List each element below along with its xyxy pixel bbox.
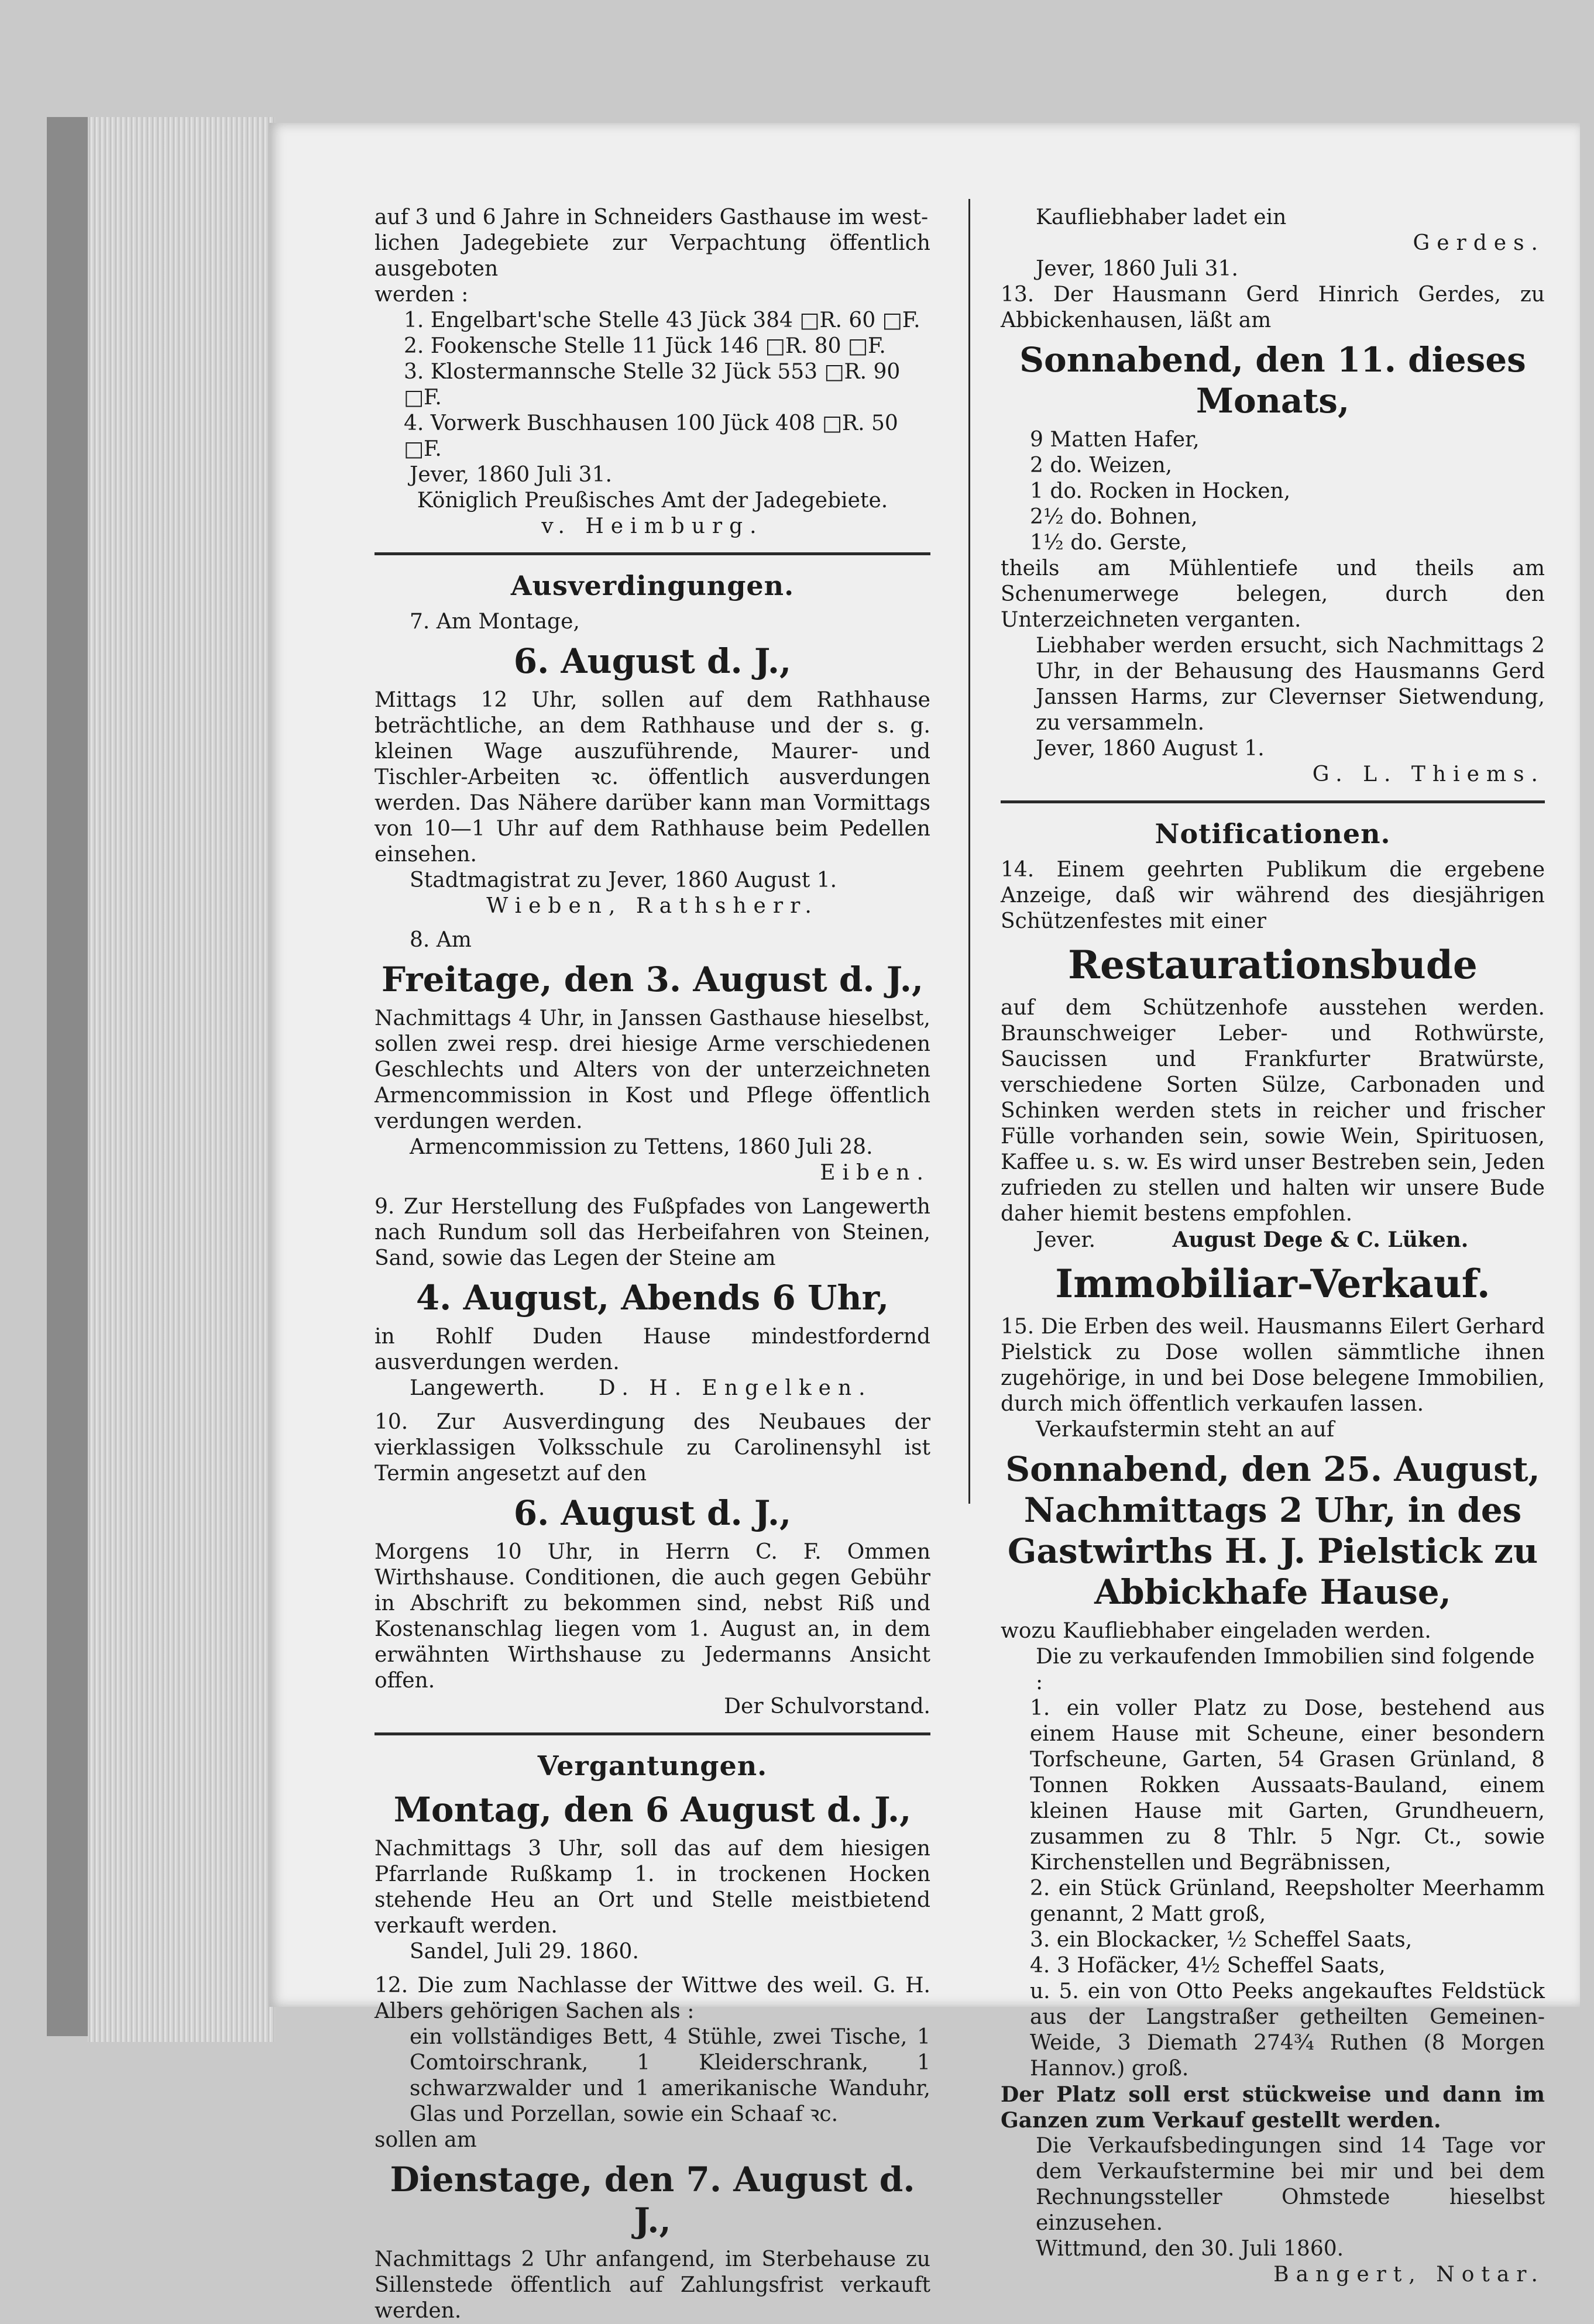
signature: August Dege & C. Lüken. [1172, 1228, 1469, 1252]
lease-notice [375, 205, 930, 539]
notice-body: auf dem Schützenhofe ausstehen werden. Braunschweiger Leber- und Rothwürste, Saucissen und Frankfurter Bratwürste, verschiedene Sorten Sülze, Carbonaden und Schinken werden stets in reicher und frischer Fülle vorhanden sein, sowie Wein, Spirituosen, Kaffee u. s. w. Es wird unser Bestreben sein, Jeden zufrieden zu stellen und halten wir unsere Bude daher hiemit bestens empfohlen. [1001, 996, 1545, 1226]
crop-item: 2½ do. Bohnen, [1030, 505, 1198, 529]
newspaper-page [269, 123, 1580, 2323]
notice-body: Nachmittags 3 Uhr, soll das auf dem hiesigen Pfarrlande Rußkamp 1. in trockenen Hocken stehende Heu an Ort und Stelle meistbietend verkauft werden. [375, 1837, 930, 1938]
lease-item: 2. Fookensche Stelle 11 Jück 146 □R. 80 □F. [404, 334, 886, 358]
lease-items [375, 308, 930, 462]
signature: v. Heimburg. [541, 514, 764, 538]
notice-body: Morgens 10 Uhr, in Herrn C. F. Ommen Wirthshause. Conditionen, die auch gegen Gebühr in Abschrift zu bekommen sind, nebst Riß und Kostenanschlag liegen vom 1. August an, in dem erwähnten Wirthshause zu Jedermanns Ansicht offen. [375, 1540, 930, 1693]
ausverdingungen-section [375, 568, 930, 1720]
notice-body: in Rohlf Duden Hause mindestfordernd ausverdungen werden. [375, 1325, 930, 1374]
immobiliar-section [1001, 1260, 1545, 2288]
place-label: Jever. [1036, 1228, 1096, 1252]
notice-headline: Dienstage, den 7. August d. J., [390, 2160, 915, 2240]
page-stack-edge [88, 117, 275, 2042]
authority: Königlich Preußisches Amt der Jadegebiete. [417, 489, 888, 513]
notice-headline: Freitage, den 3. August d. J., [381, 960, 924, 999]
property-item: 2. ein Stück Grünland, Reepsholter Meerhamm genannt, 2 Matt groß, [1030, 1876, 1545, 1926]
notice-body: Mittags 12 Uhr, sollen auf dem Rathhause beträchtliche, an dem Rathhause und der s. g. kleinen Wage auszuführende, Maurer- und Tischler-Arbeiten ꝛc. öffentlich ausverdungen werden. Das Nähere darüber kann man Vormittags von 10—1 Uhr auf dem Rathhause beim Pedellen einsehen. [375, 688, 930, 867]
section-title: Notificationen. [1155, 818, 1391, 850]
notice-body: theils am Mühlentiefe und theils am Schenumerwege belegen, durch den Unterzeichneten verganten. [1001, 556, 1545, 632]
notice-lead: sollen am [375, 2128, 477, 2152]
notice-headline: 4. August, Abends 6 Uhr, [415, 1278, 889, 1318]
section-title: Ausverdingungen. [510, 570, 795, 601]
right-column [1001, 205, 1545, 2288]
notice-headline: Restaurationsbude [1068, 942, 1478, 988]
notice-date: Jever, 1860 August 1. [1036, 737, 1265, 761]
crop-items [1001, 427, 1545, 556]
notice-body: 14. Einem geehrten Publikum die ergebene Anzeige, daß wir während des diesjährigen Schützenfestes mit einer [1001, 858, 1545, 933]
notice-body: 12. Die zum Nachlasse der Wittwe des weil. G. H. Albers gehörigen Sachen als : [375, 1974, 930, 2023]
notice-line: Verkaufstermin steht an auf [1036, 1418, 1335, 1442]
vergantungen-section [375, 1748, 930, 2324]
notificationen-section [1001, 816, 1545, 1253]
lease-item: 4. Vorwerk Buschhausen 100 Jück 408 □R. 50 □F. [404, 411, 898, 461]
notice-headline: Sonnabend, den 11. dieses Monats, [1019, 340, 1526, 421]
intro-line: lichen Jadegebiete zur Verpachtung öffentlich ausgeboten [375, 231, 930, 281]
notice-items: ein vollständiges Bett, 4 Stühle, zwei Tische, 1 Comtoirschrank, 1 Kleiderschrank, 1 schwarzwalder und 1 amerikanische Wanduhr, Glas und Porzellan, sowie ein Schaaf ꝛc. [410, 2025, 930, 2126]
place-label: Langewerth. [410, 1376, 545, 1400]
notice-body: wozu Kaufliebhaber eingeladen werden. [1001, 1619, 1431, 1643]
signature: Wieben, Rathsherr. [486, 894, 819, 918]
section-rule [375, 1732, 930, 1735]
property-item: 4. 3 Hofäcker, 4½ Scheffel Saats, [1030, 1954, 1386, 1978]
notice-headline: 6. August d. J., [513, 1493, 792, 1533]
intro-line: auf 3 und 6 Jahre in Schneiders Gasthause im west- [375, 205, 929, 229]
intro-line: werden : [375, 283, 469, 307]
notice-body: 10. Zur Ausverdingung des Neubaues der vierklassigen Volksschule zu Carolinensyhl ist Termin angesetzt auf den [375, 1410, 930, 1486]
signature: Bangert, Notar. [1273, 2263, 1545, 2287]
property-item: 3. ein Blockacker, ½ Scheffel Saats, [1030, 1928, 1413, 1952]
lease-item: 3. Klostermannsche Stelle 32 Jück 553 □R. 90 □F. [404, 360, 901, 410]
property-item: 1. ein voller Platz zu Dose, bestehend aus einem Hause mit Scheune, einer besondern Torfscheune, Garten, 54 Grasen Grünland, 8 Tonnen Rokken Aussaats-Bauland, einem kleinen Hause mit Garten, Grundheuern, zusammen zu 8 Thlr. 5 Ngr. Ct., sowie Kirchenstellen und Begräbnissen, [1030, 1696, 1545, 1875]
property-item: u. 5. ein von Otto Peeks angekauftes Feldstück aus der Langstraßer getheilten Gemeinen-Weide, 3 Diemath 274¾ Ruthen (8 Morgen Hannov.) groß. [1030, 1979, 1545, 2081]
notice-body: Die Verkaufsbedingungen sind 14 Tage vor dem Verkaufstermine bei mir und bei dem Rechnungssteller Ohmstede hieselbst einzusehen. [1036, 2134, 1545, 2235]
lease-item: 1. Engelbart'sche Stelle 43 Jück 384 □R. 60 □F. [404, 308, 920, 332]
notice-body: Die zu verkaufenden Immobilien sind folgende : [1036, 1645, 1535, 1694]
crop-item: 2 do. Weizen, [1030, 453, 1173, 477]
signature: Gerdes. [1413, 231, 1545, 255]
signature: D. H. Engelken. [598, 1376, 872, 1400]
notice-body: Nachmittags 4 Uhr, in Janssen Gasthause hieselbst, sollen zwei resp. drei hiesige Arme verschiedenen Geschlechts und Alters von der unterzeichneten Armencommission in Kost und Pflege öffentlich verdungen werden. [375, 1006, 930, 1133]
column-divider [968, 199, 970, 1504]
notice-date: Wittmund, den 30. Juli 1860. [1036, 2237, 1344, 2261]
section-rule [375, 552, 930, 555]
crop-item: 9 Matten Hafer, [1030, 428, 1200, 452]
notice-place: Stadtmagistrat zu Jever, 1860 August 1. [410, 868, 837, 892]
section-title: Immobiliar-Verkauf. [1055, 1261, 1490, 1307]
notice-body: 13. Der Hausmann Gerd Hinrich Gerdes, zu Abbickenhausen, läßt am [1001, 283, 1545, 332]
notice-lead: 8. Am [410, 928, 472, 952]
notice-date: Jever, 1860 Juli 31. [410, 463, 612, 487]
notice-body: 9. Zur Herstellung des Fußpfades von Langewerth nach Rundum soll das Herbeifahren von Steinen, Sand, sowie das Legen der Steine am [375, 1195, 930, 1270]
property-items [1001, 1696, 1545, 2082]
left-column [375, 205, 930, 2324]
bold-note: Der Platz soll erst stückweise und dann im Ganzen zum Verkauf gestellt werden. [1001, 2082, 1545, 2133]
section-rule [1001, 800, 1545, 803]
signature: Der Schulvorstand. [724, 1694, 930, 1718]
notice-headline: Montag, den 6 August d. J., [393, 1790, 912, 1830]
crop-item: 1½ do. Gerste, [1030, 531, 1188, 555]
notice-body: 15. Die Erben des weil. Hausmanns Eilert Gerhard Pielstick zu Dose wollen sämmtliche ihnen zugehörige, in und bei Dose belegene Immobilien, durch mich öffentlich verkaufen lassen. [1001, 1315, 1545, 1416]
notice-date: Sandel, Juli 29. 1860. [410, 1940, 639, 1964]
notice-date: Jever, 1860 Juli 31. [1036, 257, 1238, 281]
notice-body: Nachmittags 2 Uhr anfangend, im Sterbehause zu Sillenstede öffentlich auf Zahlungsfrist verkauft werden. [375, 2247, 930, 2323]
notice-headline: 6. August d. J., [513, 641, 792, 681]
signature: Eiben. [820, 1161, 930, 1185]
section-title: Vergantungen. [537, 1750, 768, 1782]
notice-place [375, 1376, 930, 1401]
notice-headline: Sonnabend, den 25. August, Nachmittags 2 Uhr, in des Gastwirths H. J. Pielstick zu Abbickhafe Hause, [1005, 1449, 1540, 1612]
notice-line: Kaufliebhaber ladet ein [1036, 205, 1287, 229]
notice-lead: 7. Am Montage, [410, 610, 580, 634]
signature: G. L. Thiems. [1312, 762, 1545, 786]
notice-body: Liebhaber werden ersucht, sich Nachmittags 2 Uhr, in der Behausung des Hausmanns Gerd Janssen Harms, zur Clevernser Sietwendung, zu versammeln. [1036, 634, 1545, 735]
crop-item: 1 do. Rocken in Hocken, [1030, 479, 1291, 503]
notice-place: Armencommission zu Tettens, 1860 Juli 28. [410, 1135, 873, 1159]
notice-place [1001, 1227, 1545, 1253]
